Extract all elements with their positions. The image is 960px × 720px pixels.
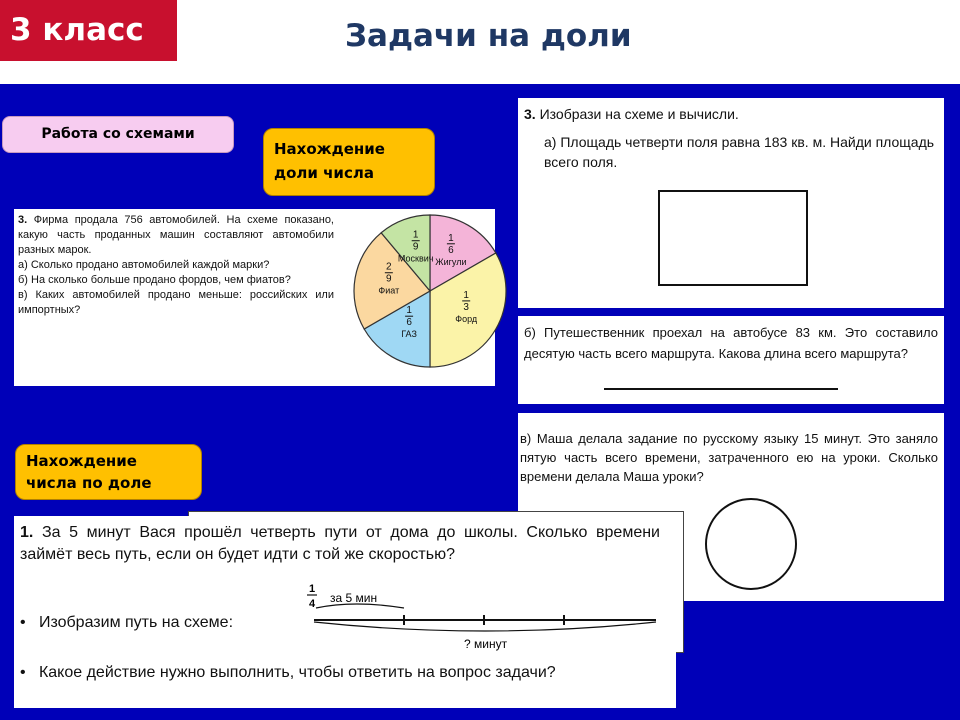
fraction-denominator: 4 [308,598,316,610]
path-scheme [294,580,664,656]
total-label: ? минут [464,637,508,651]
label-fraction-of-number [263,128,435,196]
slice-name: Москвич [397,253,434,264]
slice-numerator: 1 [412,229,419,241]
label-schemes: Работа со схемами [2,116,234,153]
problem-title: Изобрази на схеме и вычисли. [539,106,739,122]
pie-problem-text [18,213,334,318]
area-problem-text: а) Площадь четверти поля равна 183 кв. м. Найди площадь всего поля. [544,134,935,170]
pie-chart [348,209,508,386]
step-2 [20,662,660,684]
slice-name: Жигули [435,256,467,267]
problem-number: 3. [524,106,536,122]
slice-denominator: 9 [412,241,419,253]
label-line-1: Нахождение [26,452,137,470]
travel-problem-card [518,316,944,404]
problem-statement: Фирма продала 756 автомобилей. На схеме показано, какую часть проданных машин составляют автомобили разных марок. [18,214,334,256]
slice-denominator: 3 [463,301,469,313]
slice-name: Форд [455,313,478,324]
slice-numerator: 1 [463,289,469,301]
problem-number: 1. [20,524,34,541]
label-line-2: доли числа [274,164,374,182]
pie-problem-card [14,209,495,386]
area-problem-title [524,106,739,122]
problem-number: 3. [18,214,28,226]
slice-numerator: 1 [448,232,454,244]
slice-name: ГАЗ [401,329,417,340]
label-line-2: числа по доле [26,474,152,492]
step-2-text: Какое действие нужно выполнить, чтобы ответить на вопрос задачи? [38,664,556,681]
segment-scheme [604,388,838,390]
bullet: • [20,664,26,681]
circle-problem-text: в) Маша делала задание по русскому языку 15 минут. Это заняло пятую часть всего времени, затраченного ею на уроки. Сколько времени делала Маша уроки? [520,431,938,484]
rectangle-scheme [658,190,808,286]
step-1 [20,612,233,634]
bullet: • [20,614,26,631]
label-line-1: Нахождение [274,140,385,158]
slice-numerator: 1 [406,305,412,317]
segment-label: за 5 мин [330,591,378,605]
question-c: в) Каких автомобилей продано меньше: российских или импортных? [18,289,334,316]
slice-denominator: 6 [406,317,412,329]
slide-title: Задачи на доли [345,18,632,54]
slice-denominator: 9 [386,273,392,285]
circle-scheme [705,498,797,590]
slice-numerator: 2 [386,261,392,273]
slice-name: Фиат [378,285,400,296]
area-problem-card [518,98,944,308]
fraction-numerator: 1 [308,583,316,595]
walk-problem-card [14,516,676,708]
question-a: а) Сколько продано автомобилей каждой марки? [18,259,270,271]
walk-problem-text [20,522,660,566]
question-b: б) На сколько больше продано фордов, чем фиатов? [18,274,291,286]
step-1-text: Изобразим путь на схеме: [38,614,234,631]
travel-problem-text: б) Путешественник проехал на автобусе 83 км. Это составило десятую часть всего маршрута. Какова длина всего маршрута? [524,325,938,361]
label-number-by-fraction [15,444,202,500]
grade-badge: 3 класс [0,0,177,61]
slice-denominator: 6 [448,244,454,256]
problem-statement: За 5 минут Вася прошёл четверть пути от дома до школы. Сколько времени займёт весь путь, если он будет идти с той же скоростью? [20,524,660,563]
